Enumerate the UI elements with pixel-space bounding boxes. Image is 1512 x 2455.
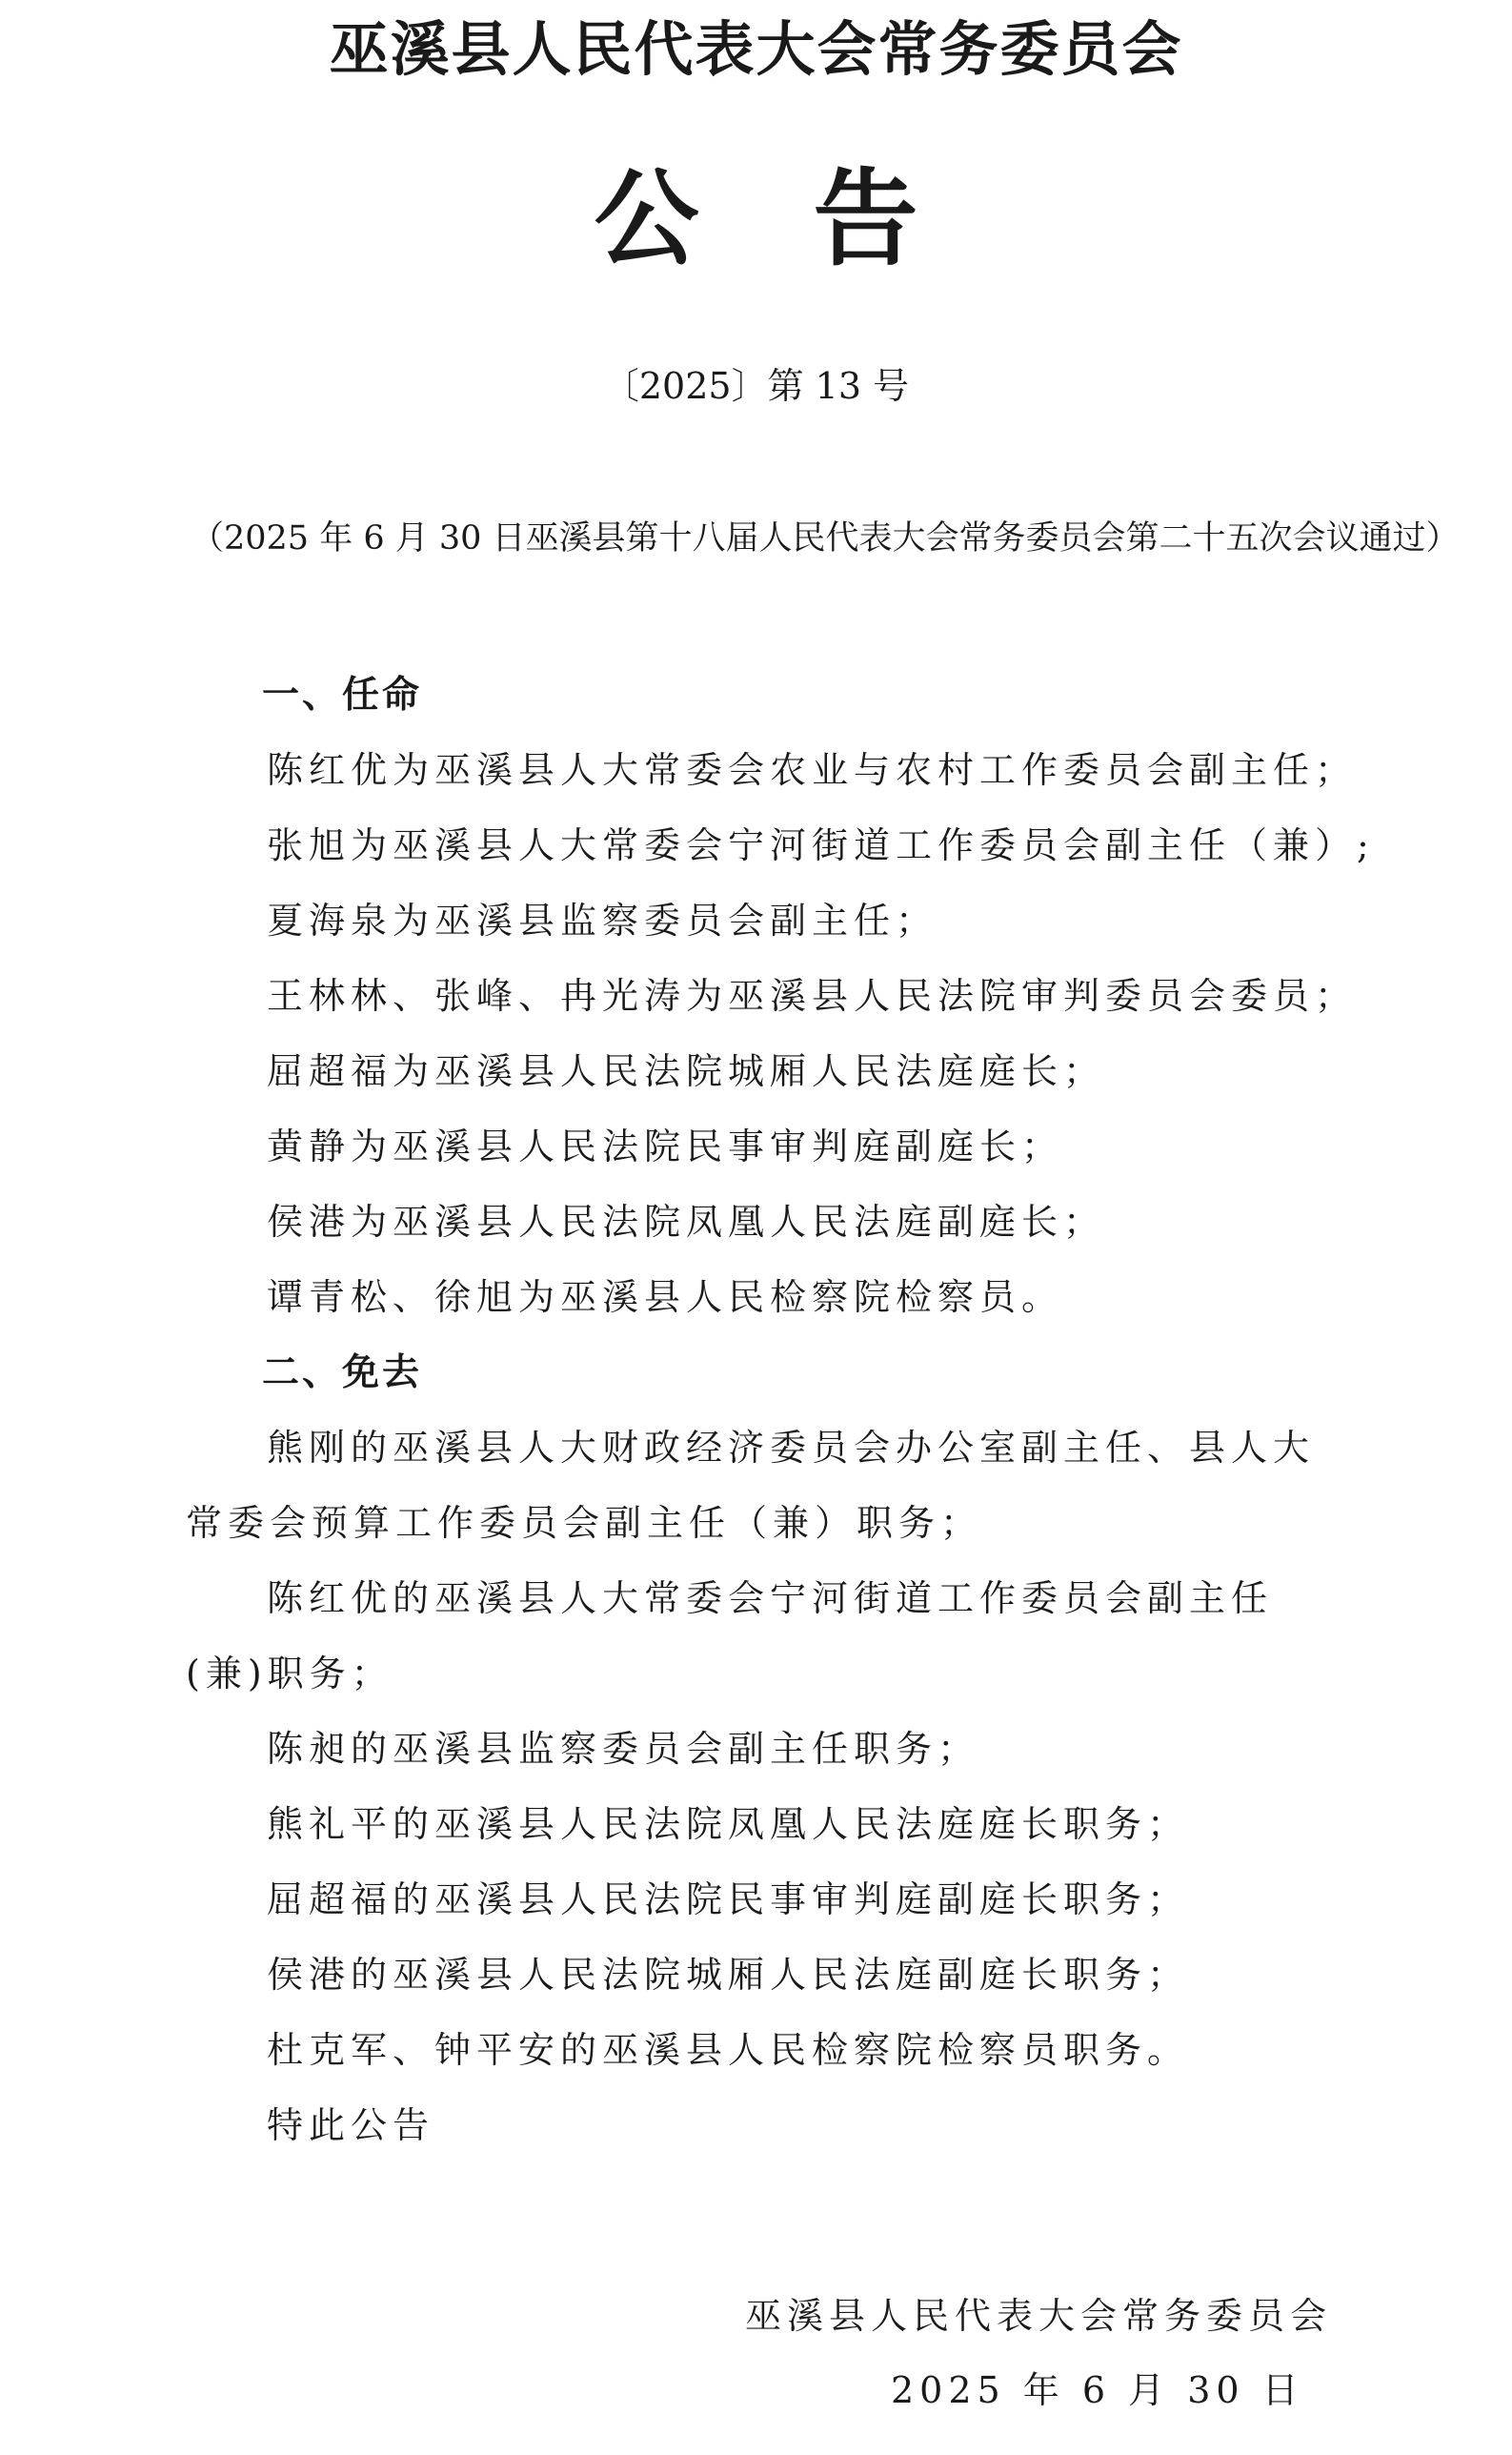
closing-statement: 特此公告 xyxy=(267,2104,435,2146)
removal-item: 熊礼平的巫溪县人民法院凤凰人民法庭庭长职务； xyxy=(267,1803,1190,1845)
removal-item: 屈超福的巫溪县人民法院民事审判庭副庭长职务； xyxy=(267,1878,1190,1920)
removal-item: 熊刚的巫溪县人大财政经济委员会办公室副主任、县人大常委会预算工作委员会副主任（兼）职务； xyxy=(186,1427,1316,1544)
removal-item: 陈红优的巫溪县人大常委会宁河街道工作委员会副主任(兼)职务； xyxy=(186,1577,1274,1694)
removal-item: 杜克军、钟平安的巫溪县人民检察院检察员职务。 xyxy=(267,2029,1190,2071)
removal-item: 陈昶的巫溪县监察委员会副主任职务； xyxy=(267,1728,980,1770)
appointment-item: 夏海泉为巫溪县监察委员会副主任； xyxy=(267,900,938,942)
appointment-item: 屈超福为巫溪县人民法院城厢人民法庭庭长； xyxy=(267,1050,1106,1092)
document-type-title: 公告 xyxy=(594,158,1033,280)
appointment-item: 王林林、张峰、冉光涛为巫溪县人民法院审判委员会委员； xyxy=(267,975,1358,1017)
removal-item: 侯港的巫溪县人民法院城厢人民法庭副庭长职务； xyxy=(267,1954,1190,1996)
appointment-item: 张旭为巫溪县人大常委会宁河街道工作委员会副主任（兼）; xyxy=(267,824,1375,866)
appointment-item: 陈红优为巫溪县人大常委会农业与农村工作委员会副主任； xyxy=(267,749,1358,791)
appointment-item: 侯港为巫溪县人民法院凤凰人民法庭副庭长； xyxy=(267,1201,1106,1243)
appointment-item: 黄静为巫溪县人民法院民事审判庭副庭长； xyxy=(267,1126,1064,1167)
signature-organization: 巫溪县人民代表大会常务委员会 xyxy=(745,2295,1333,2337)
section-heading-removals: 二、免去 xyxy=(262,1351,423,1394)
signature-date: 2025 年 6 月 30 日 xyxy=(891,2369,1304,2411)
document-number: 〔2025〕第 13 号 xyxy=(602,365,910,407)
adoption-note: （2025 年 6 月 30 日巫溪县第十八届人民代表大会常务委员会第二十五次会议通过） xyxy=(191,519,1460,558)
appointment-item: 谭青松、徐旭为巫溪县人民检察院检察员。 xyxy=(267,1276,1064,1318)
announcement-body xyxy=(186,658,1375,2163)
organization-title: 巫溪县人民代表大会常务委员会 xyxy=(329,14,1183,84)
section-heading-appointments: 一、任命 xyxy=(262,674,423,717)
